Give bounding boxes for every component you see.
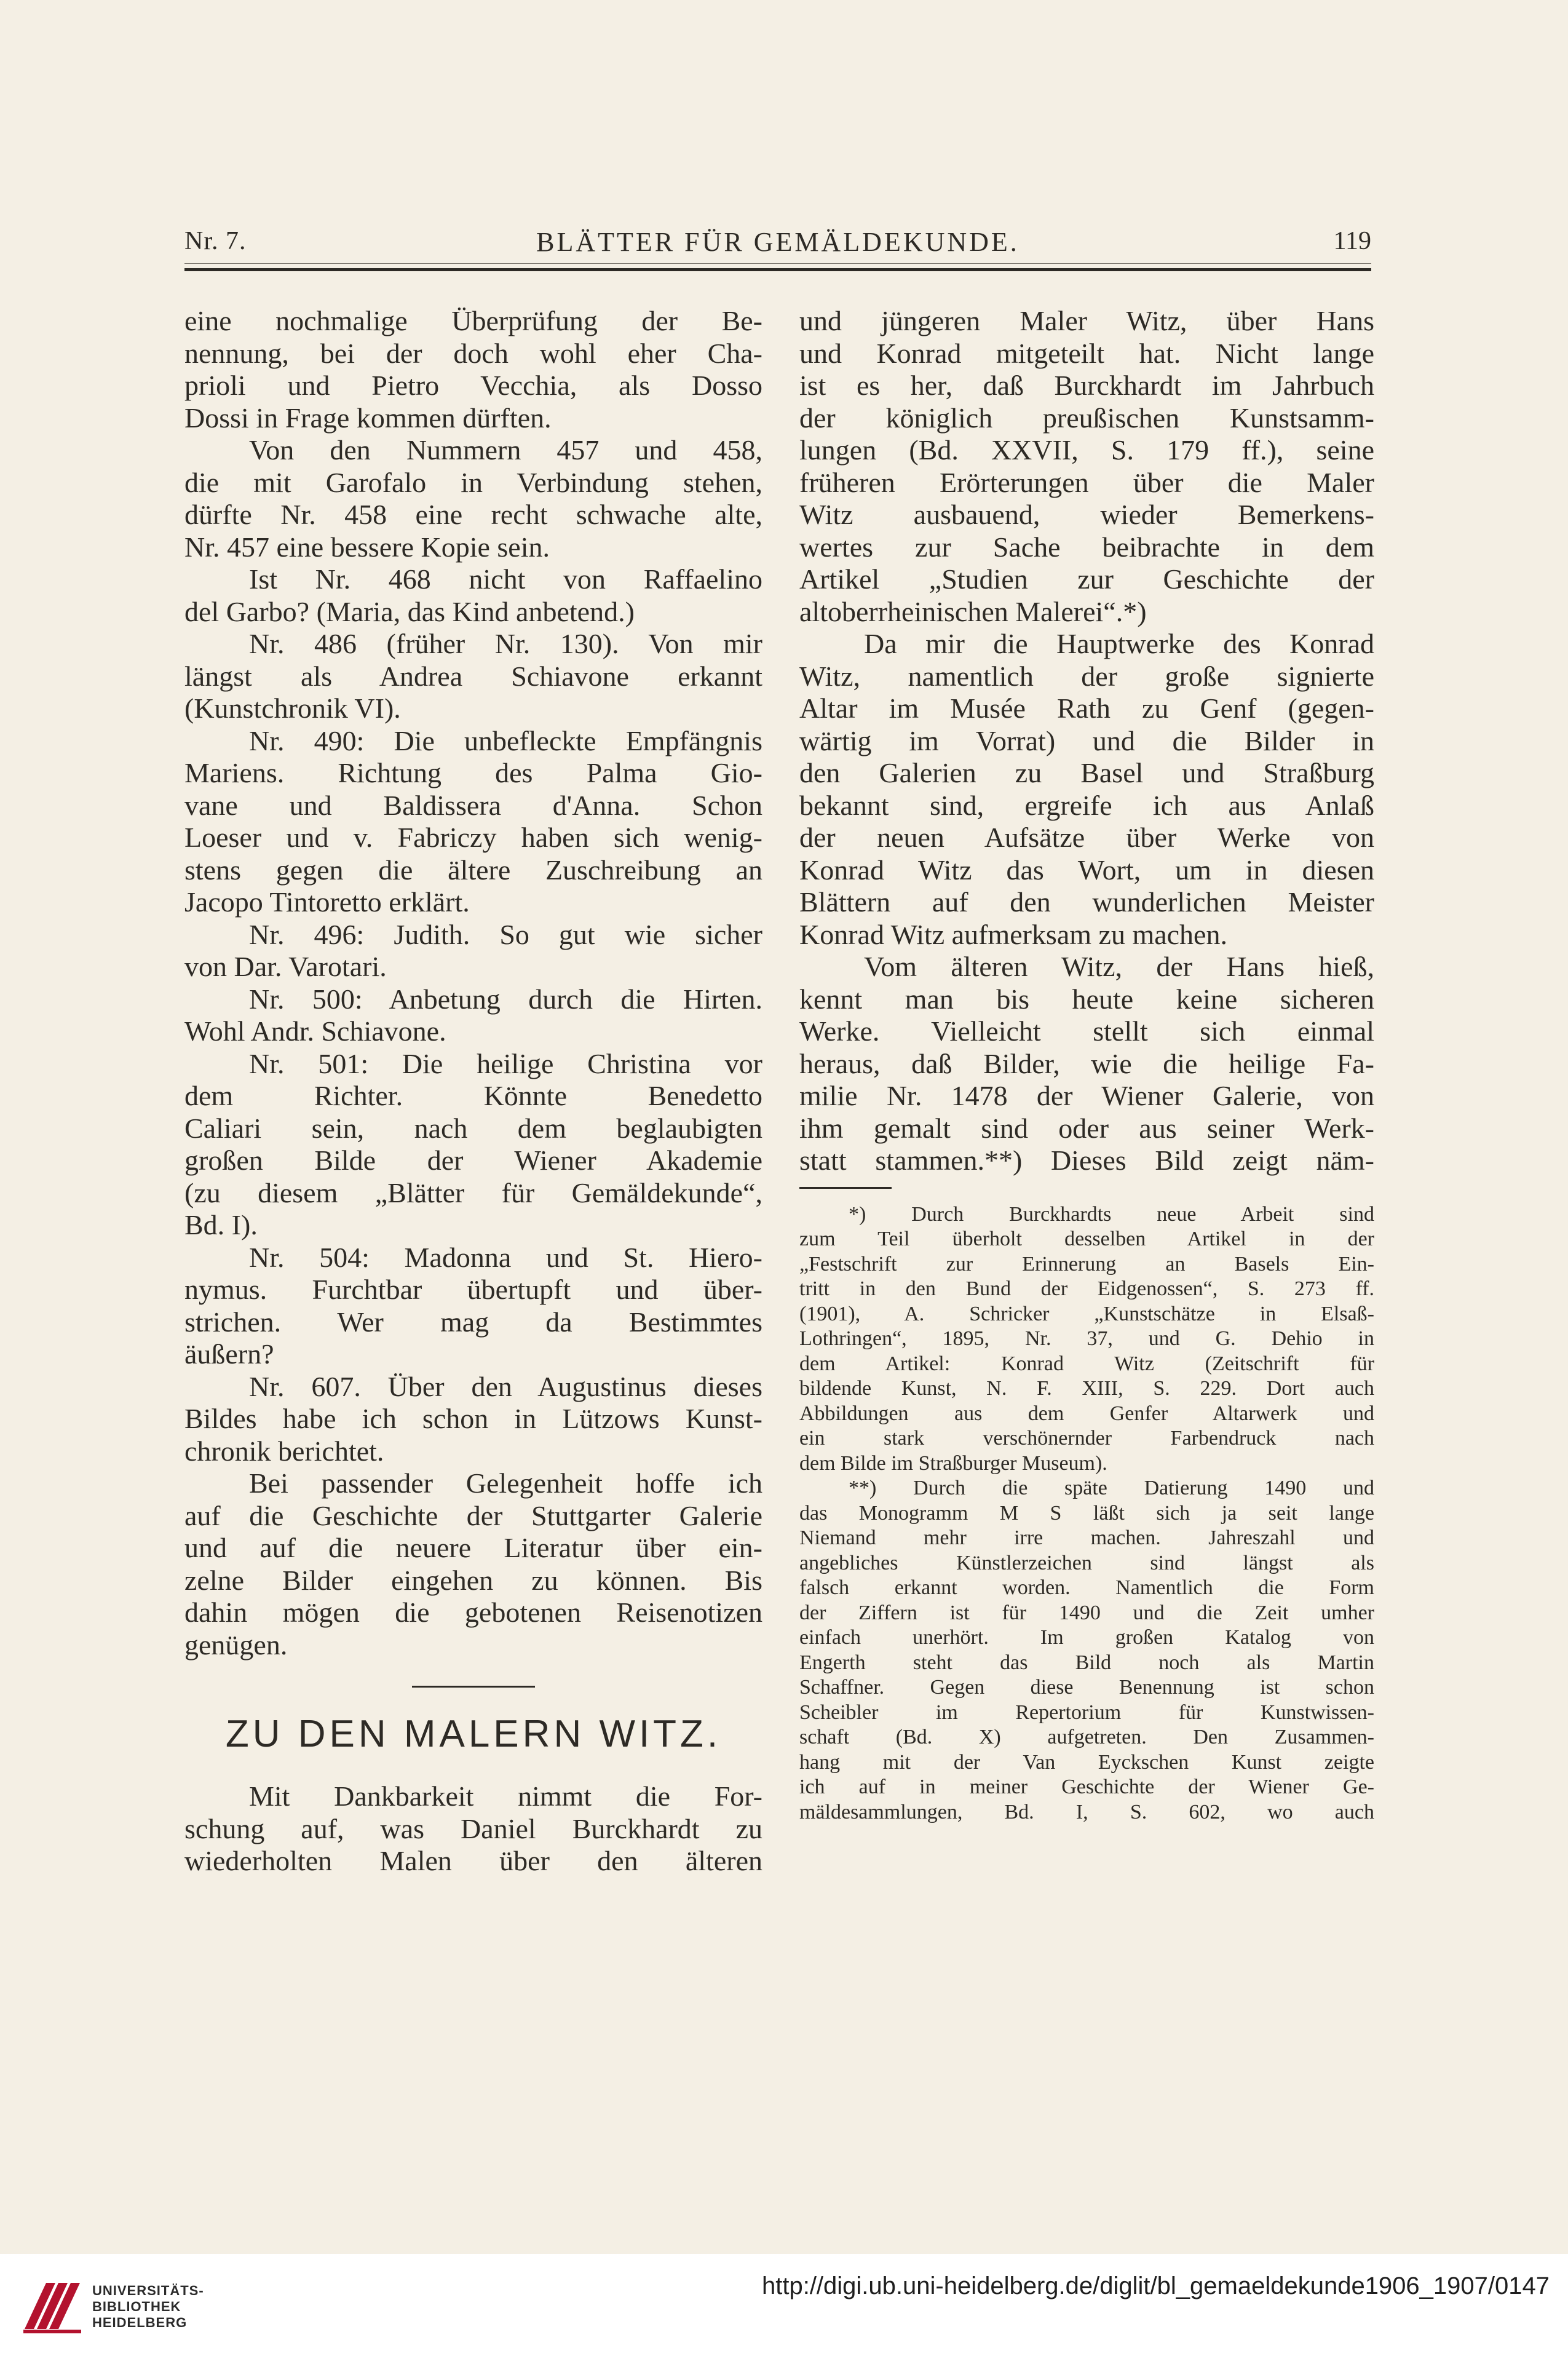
footnote-line: **) Durch die späte Datierung 1490 und [849,1477,1374,1499]
text-line: Vom älteren Witz, der Hans hieß, [864,951,1374,982]
text-line: Artikel „Studien zur Geschichte der [799,563,1374,595]
text-line: wärtig im Vorrat) und die Bilder in [799,724,1374,756]
footnote-line: der Ziffern ist für 1490 und die Zeit umher [799,1601,1374,1624]
text-line: Da mir die Hauptwerke des Konrad [864,628,1374,659]
footnote-line: ein stark verschönernder Farbendruck nach [799,1427,1374,1450]
text-line: Bd. I). [184,1209,258,1240]
text-line: Nr. 496: Judith. So gut wie sicher [249,918,762,950]
text-line: Von den Nummern 457 und 458, [249,434,762,466]
text-line: Konrad Witz aufmerksam zu machen. [799,918,1227,950]
text-line: den Galerien zu Basel und Straßburg [799,757,1374,788]
text-line: Konrad Witz das Wort, um in diesen [799,854,1374,886]
text-line: dürfte Nr. 458 eine recht schwache alte, [184,499,762,530]
text-line: Nr. 486 (früher Nr. 130). Von mir [249,628,762,659]
text-line: del Garbo? (Maria, das Kind anbetend.) [184,595,635,627]
text-line: schung auf, was Daniel Burckhardt zu [184,1812,762,1844]
footnote-line: bildende Kunst, N. F. XIII, S. 229. Dort auch [799,1377,1374,1400]
footnote-line: Schaffner. Gegen diese Benennung ist schon [799,1676,1374,1699]
footnote-line: Engerth steht das Bild noch als Martin [799,1651,1374,1674]
text-line: längst als Andrea Schiavone erkannt [184,660,762,692]
footnote-line: das Monogramm M S läßt sich ja seit lange [799,1501,1374,1525]
text-line: kennt man bis heute keine sicheren [799,983,1374,1015]
footnote-line: ich auf in meiner Geschichte der Wiener Ge- [799,1776,1374,1798]
footnote-line: zum Teil überholt desselben Artikel in der [799,1228,1374,1250]
library-name-line: UNIVERSITÄTS- [92,2283,204,2298]
library-name-line: HEIDELBERG [92,2315,188,2330]
text-line: Wohl Andr. Schiavone. [184,1015,446,1047]
digital-library-footer [0,2254,1568,2369]
text-line: nennung, bei der doch wohl eher Cha- [184,337,762,369]
footnote-line: Abbildungen aus dem Genfer Altarwerk und [799,1402,1374,1425]
text-line: bekannt sind, ergreife ich aus Anlaß [799,789,1374,821]
footnote-line: Niemand mehr irre machen. Jahreszahl und [799,1526,1374,1549]
text-line: von Dar. Varotari. [184,951,387,982]
text-line: auf die Geschichte der Stuttgarter Galerie [184,1499,762,1531]
header-rule [184,268,1371,271]
library-name [92,2283,204,2331]
text-line: und Konrad mitgeteilt hat. Nicht lange [799,337,1374,369]
text-line: eine nochmalige Überprüfung der Be- [184,305,762,336]
footnote-line: einfach unerhört. Im großen Katalog von [799,1626,1374,1649]
text-line: ist es her, daß Burckhardt im Jahrbuch [799,370,1374,401]
footnote-line: falsch erkannt worden. Namentlich die Form [799,1576,1374,1599]
library-name-line: BIBLIOTHEK [92,2299,181,2314]
source-url-link[interactable]: http://digi.ub.uni-heidelberg.de/diglit/bl_gemaeldekunde1906_1907/0147 [761,2272,1550,2300]
section-heading: ZU DEN MALERN WITZ. [225,1713,722,1755]
text-line: strichen. Wer mag da Bestimmtes [184,1306,762,1338]
text-line: äußern? [184,1338,274,1370]
text-line: und jüngeren Maler Witz, über Hans [799,305,1374,336]
text-line: großen Bilde der Wiener Akademie [184,1145,762,1176]
text-line: Nr. 490: Die unbefleckte Empfängnis [249,724,762,756]
text-line: Nr. 500: Anbetung durch die Hirten. [249,983,762,1015]
journal-title: BLÄTTER FÜR GEMÄLDEKUNDE. [536,227,1020,257]
text-line: dem Richter. Könnte Benedetto [184,1080,762,1111]
text-line: Caliari sein, nach dem beglaubigten [184,1112,762,1144]
text-line: wiederholten Malen über den älteren [184,1845,762,1876]
footnote-line: angebliches Künstlerzeichen sind längst als [799,1551,1374,1574]
text-line: Bildes habe ich schon in Lützows Kunst- [184,1403,762,1434]
footnote-line: Scheibler im Repertorium für Kunstwissen- [799,1700,1374,1724]
text-line: Blättern auf den wunderlichen Meister [799,886,1374,918]
text-line: wertes zur Sache beibrachte in dem [799,531,1374,563]
text-line: prioli und Pietro Vecchia, als Dosso [184,370,762,401]
text-line: die mit Garofalo in Verbindung stehen, [184,466,762,498]
footnote-line: „Festschrift zur Erinnerung an Basels Ein- [799,1252,1374,1276]
text-line: Witz ausbauend, wieder Bemerkens- [799,499,1374,530]
text-line: Witz, namentlich der große signierte [799,660,1374,692]
text-line: statt stammen.**) Dieses Bild zeigt näm- [799,1145,1374,1176]
text-line: Ist Nr. 468 nicht von Raffaelino [249,563,762,595]
text-line: Mit Dankbarkeit nimmt die For- [249,1780,762,1812]
text-line: der neuen Aufsätze über Werke von [799,822,1374,853]
text-line: Nr. 501: Die heilige Christina vor [249,1047,762,1079]
footnote-line: (1901), A. Schricker „Kunstschätze in Elsaß- [799,1302,1374,1325]
issue-number: Nr. 7. [184,227,247,255]
footnote-rule [799,1187,892,1189]
text-line: Nr. 504: Madonna und St. Hiero- [249,1241,762,1273]
text-line: Bei passender Gelegenheit hoffe ich [249,1467,762,1499]
text-line: dahin mögen die gebotenen Reisenotizen [184,1597,762,1628]
text-line: und auf die neuere Literatur über ein- [184,1532,762,1563]
text-line: Loeser und v. Fabriczy haben sich wenig- [184,822,762,853]
page-number: 119 [1333,227,1371,255]
heidelberg-library-logo-icon[interactable] [18,2271,86,2338]
text-line: der königlich preußischen Kunstsamm- [799,402,1374,434]
text-line: stens gegen die ältere Zuschreibung an [184,854,762,886]
footnote-line: dem Bilde im Straßburger Museum). [799,1451,1107,1475]
text-line: genügen. [184,1629,288,1661]
text-line: Werke. Vielleicht stellt sich einmal [799,1015,1374,1047]
text-line: früheren Erörterungen über die Maler [799,466,1374,498]
text-line: lungen (Bd. XXVII, S. 179 ff.), seine [799,434,1374,466]
right-column [799,305,1374,1825]
text-line: Altar im Musée Rath zu Genf (gegen- [799,692,1374,724]
text-line: Nr. 457 eine bessere Kopie sein. [184,531,550,563]
footnote-line: *) Durch Burckhardts neue Arbeit sind [849,1202,1374,1226]
footnote-line: hang mit der Van Eyckschen Kunst zeigte [799,1750,1374,1774]
text-line: vane und Baldissera d'Anna. Schon [184,789,762,821]
footnote-line: schaft (Bd. X) aufgetreten. Den Zusammen- [799,1726,1374,1748]
text-line: milie Nr. 1478 der Wiener Galerie, von [799,1080,1374,1111]
text-line: altoberrheinischen Malerei“.*) [799,595,1147,627]
text-line: Mariens. Richtung des Palma Gio- [184,757,762,788]
text-line: heraus, daß Bilder, wie die heilige Fa- [799,1047,1374,1079]
footnote-line: dem Artikel: Konrad Witz (Zeitschrift für [799,1352,1374,1375]
text-line: nymus. Furchtbar übertupft und über- [184,1274,762,1305]
text-line: zelne Bilder eingehen zu können. Bis [184,1564,762,1596]
footnote-line: Lothringen“, 1895, Nr. 37, und G. Dehio in [799,1327,1374,1350]
footnote-line: mäldesammlungen, Bd. I, S. 602, wo auch [799,1800,1374,1823]
text-line: chronik berichtet. [184,1435,384,1467]
text-line: Jacopo Tintoretto erklärt. [184,886,470,918]
text-line: Nr. 607. Über den Augustinus dieses [249,1370,762,1402]
text-line: (zu diesem „Blätter für Gemäldekunde“, [184,1177,762,1208]
text-line: Dossi in Frage kommen dürften. [184,402,552,434]
left-column [184,305,762,1878]
text-line: ihm gemalt sind oder aus seiner Werk- [799,1112,1374,1144]
header-rule-thin [184,263,1371,264]
footnote-line: tritt in den Bund der Eidgenossen“, S. 273 ff. [799,1277,1374,1300]
section-divider [412,1686,535,1688]
text-line: (Kunstchronik VI). [184,692,401,724]
